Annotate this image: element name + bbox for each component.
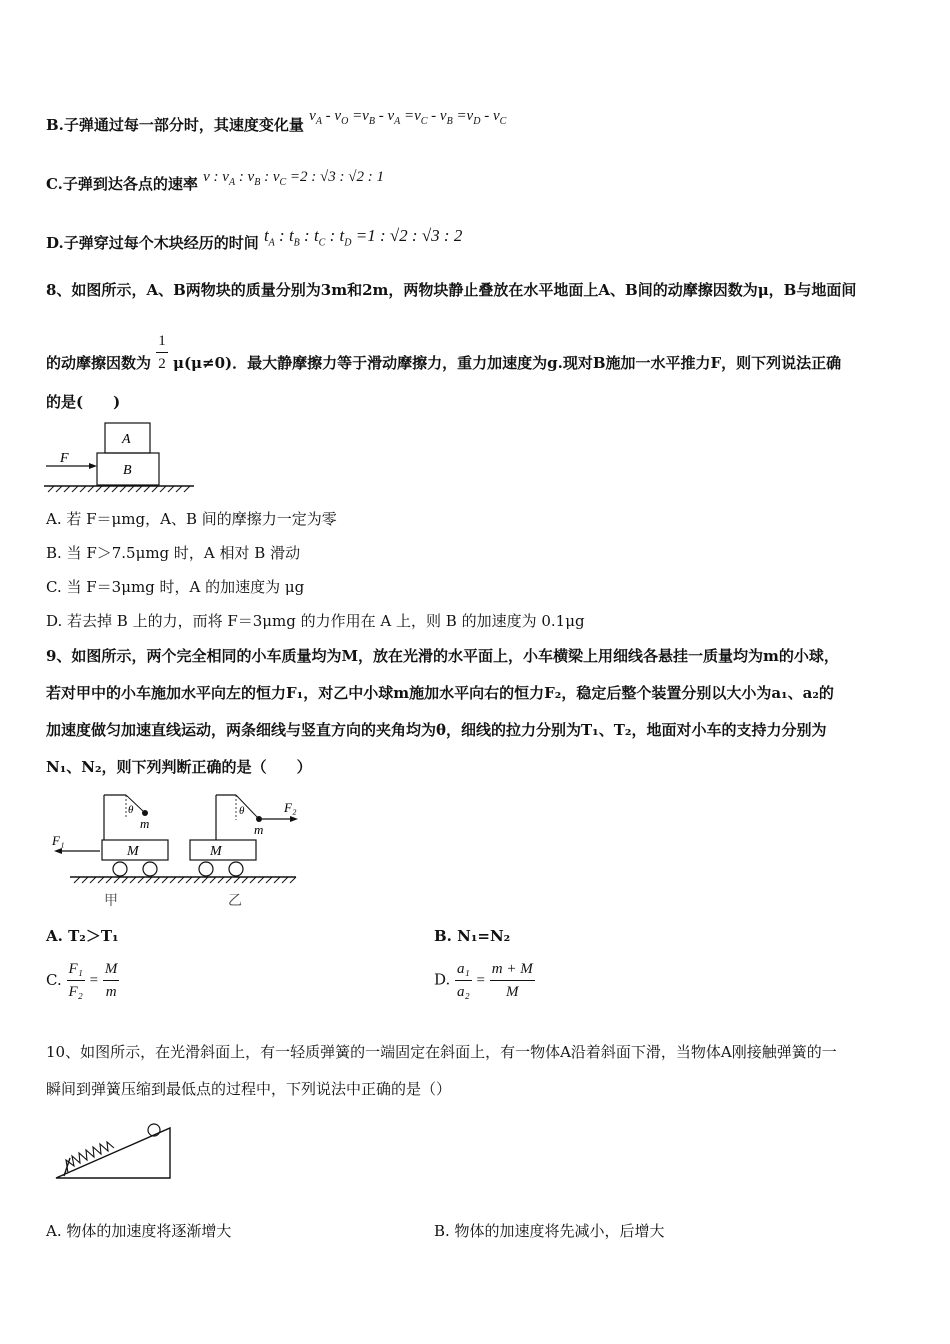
q9-label-m-yi: m — [254, 822, 264, 837]
q9-option-d-prefix: D. — [434, 970, 451, 989]
q9-d-rnum: m + M — [490, 958, 535, 981]
prev-option-c — [46, 169, 906, 202]
q8-half-fraction — [156, 330, 168, 375]
q9-f1-arrowhead — [54, 848, 62, 854]
prev-option-d-label: D.子弹穿过每个木块经历的时间 — [46, 234, 259, 252]
q10-figure — [54, 1118, 174, 1182]
q9-stem-line3: 加速度做匀加速直线运动，两条细线与竖直方向的夹角均为θ，细线的拉力分别为T₁、T₂，地面对小车的支持力分别为 — [46, 721, 827, 739]
q9-option-c-right-fraction — [103, 958, 120, 1003]
q8-option-a: A. 若 F＝μmg，A、B 间的摩擦力一定为零 — [46, 510, 337, 528]
q10-stem-line1: 10、如图所示，在光滑斜面上，有一轻质弹簧的一端固定在斜面上，有一物体A沿着斜面下滑，当物体A刚接触弹簧的一 — [46, 1043, 837, 1061]
q9-option-c-left-fraction — [67, 958, 85, 1003]
q9-c-lden: F₂ — [68, 984, 83, 1000]
q9-option-d-right-fraction — [490, 958, 535, 1003]
q8-force-arrowhead — [89, 463, 97, 469]
q9-d-lden: a₂ — [457, 984, 470, 1000]
prev-option-c-formula: v : $v_A$ : $v_B$ : $v_C =2$ : √3 : √2 : 1 — [203, 169, 384, 188]
q9-label-M-yi: M — [210, 844, 222, 859]
q8-option-d: D. 若去掉 B 上的力，而将 F＝3μmg 的力作用在 A 上，则 B 的加速度为 0.1μg — [46, 612, 585, 630]
q8-option-b: B. 当 F＞7.5μmg 时，A 相对 B 滑动 — [46, 544, 301, 562]
q9-c-rden: m — [105, 984, 117, 1000]
q9-cart-jia — [102, 795, 168, 876]
q9-option-b — [434, 925, 854, 947]
q9-label-yi: 乙 — [228, 894, 242, 909]
q9-option-b-text: B. N₁=N₂ — [434, 927, 511, 945]
prev-option-d-formula: $t_A$ : $t_B$ : $t_C$ : $t_D =1$ : √2 : √3 : 2 — [263, 226, 463, 249]
q9-c-lnum: F₁ — [67, 958, 85, 981]
q9-label-f1: F₁ — [52, 833, 65, 848]
prev-option-b-label: B.子弹通过每一部分时，其速度变化量 — [46, 116, 304, 134]
q9-option-c-prefix: C. — [46, 970, 62, 989]
q9-label-jia: 甲 — [104, 894, 118, 909]
q8-label-a: A — [122, 432, 131, 447]
prev-option-b-formula: $v_A - v_O =v_B - v_A =v_C - v_B =v_D - v_C$ — [309, 108, 507, 127]
q8-line2-pre: 的动摩擦因数为 — [46, 353, 152, 372]
q9-option-a-text: A. T₂＞T₁ — [46, 927, 119, 945]
q8-figure — [44, 420, 196, 494]
prev-option-b — [46, 108, 906, 143]
q9-option-d: D. $\frac{\text{a₁}}{\text{a₂}}$ = $\frac{m + M}{M}$ — [434, 958, 854, 1003]
q8-label-b: B — [123, 463, 132, 478]
q9-stem-line2: 若对甲中的小车施加水平向左的恒力F₁，对乙中小球m施加水平向右的恒力F₂，稳定后整个装置分别以大小为a₁、a₂的 — [46, 684, 834, 702]
q9-c-rnum: M — [103, 958, 120, 981]
q9-d-lnum: a₁ — [455, 958, 472, 981]
q10-option-b: B. 物体的加速度将先减小，后增大 — [434, 1222, 665, 1240]
q9-figure — [44, 790, 300, 912]
prev-option-c-label: C.子弹到达各点的速率 — [46, 175, 198, 193]
q10-stem-line2: 瞬间到弹簧压缩到最低点的过程中，下列说法中正确的是（） — [46, 1080, 452, 1098]
prev-option-d — [46, 226, 906, 261]
q9-label-f2: F₂ — [284, 800, 297, 815]
q8-stem-line2 — [46, 330, 906, 374]
q8-label-f: F — [60, 451, 69, 466]
q9-theta-jia: θ — [128, 804, 134, 816]
q8-option-c: C. 当 F＝3μmg 时，A 的加速度为 μg — [46, 578, 305, 596]
q9-theta-yi: θ — [239, 805, 245, 817]
q9-label-M-jia: M — [127, 844, 139, 859]
q9-option-d-left-fraction — [455, 958, 472, 1003]
q9-stem-line1: 9、如图所示，两个完全相同的小车质量均为M，放在光滑的水平面上，小车横梁上用细线各悬挂一质量均为m的小球， — [46, 647, 839, 665]
q8-stem-line1: 8、如图所示，A、B两物块的质量分别为3m和2m，两物块静止叠放在水平地面上A、B间的动摩擦因数为μ，B与地面间 — [46, 281, 857, 299]
q10-spring — [66, 1142, 114, 1173]
q9-option-c: C. $\frac{\text{F₁}}{\text{F₂}}$ = $\frac{M}{m}$ — [46, 958, 466, 1003]
q10-option-a: A. 物体的加速度将逐渐增大 — [46, 1222, 232, 1240]
q10-object-a — [148, 1124, 160, 1136]
q9-label-m-jia: m — [140, 816, 150, 831]
q9-d-rden: M — [506, 984, 519, 1000]
q8-half-den: 2 — [158, 356, 166, 372]
q9-option-a — [46, 925, 466, 947]
q8-stem-line3: 的是( ) — [46, 393, 121, 411]
q8-line2-post: μ(μ≠0)．最大静摩擦力等于滑动摩擦力，重力加速度为g.现对B施加一水平推力F，则下列说法正确 — [172, 353, 842, 372]
q9-ground-hatch — [74, 877, 296, 883]
q8-ground-hatch — [48, 486, 190, 492]
q8-half-num: 1 — [156, 330, 168, 353]
q9-stem-line4: N₁、N₂，则下列判断正确的是（ ） — [46, 758, 312, 776]
